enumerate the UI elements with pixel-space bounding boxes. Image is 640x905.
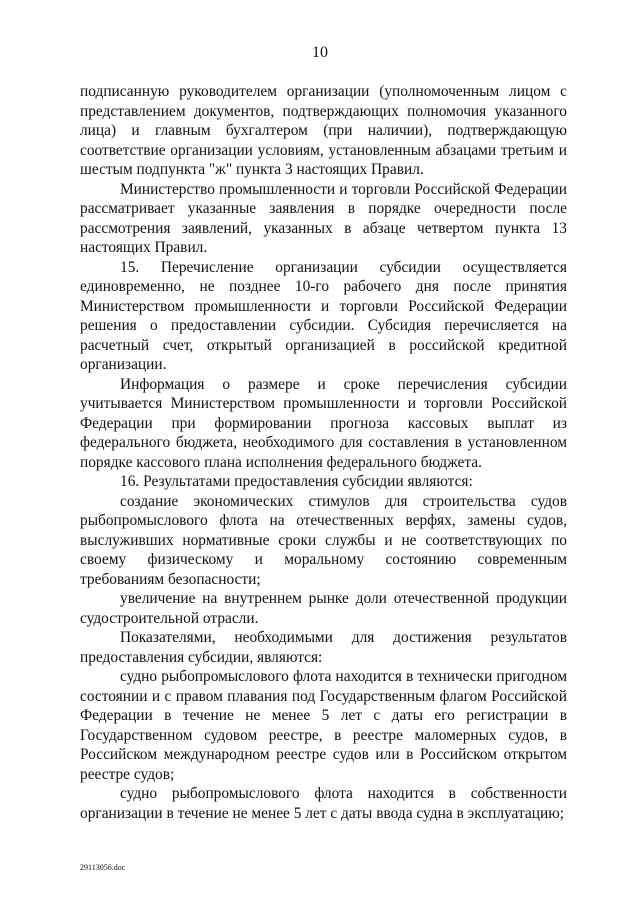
footer-file-name: 29113056.doc	[80, 863, 126, 872]
paragraph-payment-info: Информация о размере и сроке перечисления субсидии учитывается Министерством промышленности и торговли Российской Федерации при формировании прогноза кассовых выплат из федерального бюджета, необходимого для составления в установленном порядке кассового плана исполнения федерального бюджета.	[80, 375, 567, 471]
paragraph-continuation: подписанную руководителем организации (уполномоченным лицом с представлением документов, подтверждающих полномочия указанного лица) и главным бухгалтером (при наличии), подтверждающую соответствие организации условиям, установленным абзацами третьим и шестым подпункта "ж" пункта 3 настоящих Правил.	[80, 83, 567, 178]
paragraph-result-market-share: увеличение на внутреннем рынке доли отечественной продукции судостроительной отрасли.	[80, 590, 567, 627]
paragraph-result-incentives: создание экономических стимулов для строительства судов рыбопромыслового флота на отечественных верфях, замены судов, выслуживших нормативные сроки службы и не соответствующих по своему физическому и моральному состоянию современным требованиям безопасности;	[80, 492, 567, 588]
paragraph-indicators-intro: Показателями, необходимыми для достижения результатов предоставления субсидии, являются:	[80, 629, 567, 666]
document-body	[80, 82, 567, 823]
paragraph-ministry-review: Министерство промышленности и торговли Российской Федерации рассматривает указанные заявления в порядке очередности после рассмотрения заявлений, указанных в абзаце четвертом пункта 13 настоящих Правил.	[80, 180, 567, 256]
paragraph-indicator-vessel-ownership: судно рыбопромыслового флота находится в собственности организации в течение не менее 5 лет с даты ввода судна в эксплуатацию;	[80, 785, 567, 822]
paragraph-indicator-vessel-condition: судно рыбопромыслового флота находится в технически пригодном состоянии и с правом плавания под Государственным флагом Российской Федерации в течение не менее 5 лет с даты его регистрации в Государственном судовом реестре, в реестре маломерных судов, в Российском международном реестре судов или в Российском открытом реестре судов;	[80, 668, 567, 783]
paragraph-clause-16: 16. Результатами предоставления субсидии являются:	[120, 473, 473, 490]
page-number: 10	[312, 44, 328, 61]
paragraph-clause-15: 15. Перечисление организации субсидии осуществляется единовременно, не позднее 10-го рабочего дня после принятия Министерством промышленности и торговли Российской Федерации решения о предоставлении субсидии. Субсидия перечисляется на расчетный счет, открытый организацией в российской кредитной организации.	[80, 258, 567, 373]
